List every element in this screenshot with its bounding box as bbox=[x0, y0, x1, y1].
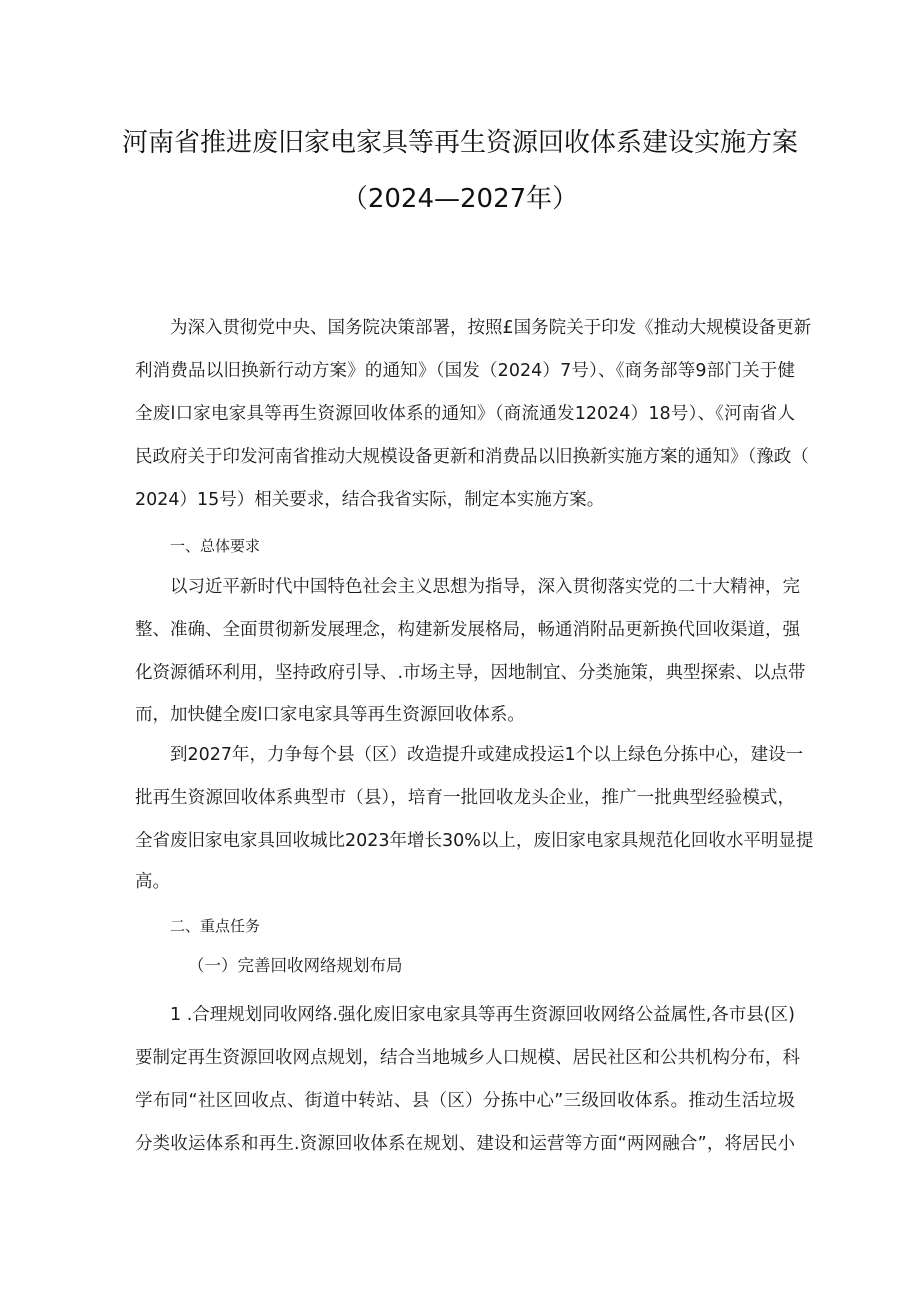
section1-para1-line-2: 整、准确、全面贯彻新发展理念，构建新发展格局，畅通消附品更新换代回收渠道，强 bbox=[135, 620, 800, 640]
section1-para2-line-1: 到2027年，力争每个县（区）改造提升或建成投运1个以上绿色分拣中心，建设一 bbox=[170, 745, 804, 765]
intro-line-3: 全废l口家电家具等再生资源回收体系的通知》（商流通发12024）18号）、《河南省人 bbox=[135, 404, 795, 424]
section1-para2-line-3: 全省废旧家电家具回收城比2023年增长30%以上，废旧家电家具规范化回收水平明显提 bbox=[135, 831, 814, 851]
section-heading-general-requirements: 一、总体要求 bbox=[170, 537, 261, 555]
section2-para1-line-3: 学布同“社区回收点、街道中转站、县（区）分拣中心”三级回收体系。推动生活垃圾 bbox=[135, 1091, 795, 1111]
intro-line-2: 利消费品以旧换新行动方案》的通知》（国发（2024）7号）、《商务部等9部门关于健 bbox=[135, 361, 795, 381]
section2-para1-line-1: 1 .合理规划同收网络.强化废旧家电家具等再生资源回收网络公益属性,各市县(区) bbox=[170, 1005, 795, 1025]
section-heading-key-tasks: 二、重点任务 bbox=[170, 917, 261, 935]
section2-para1-line-2: 要制定再生资源回收网点规划，结合当地城乡人口规模、居民社区和公共机构分布，科 bbox=[135, 1048, 800, 1068]
section2-para1-line-4: 分类收运体系和再生.资源回收体系在规划、建设和运营等方面“两网融合”，将居民小 bbox=[135, 1134, 795, 1154]
intro-line-4: 民政府关于印发河南省推动大规模设备更新和消费品以旧换新实施方案的通知》（豫政（ bbox=[135, 447, 809, 467]
intro-line-5: 2024）15号）相关要求，结合我省实际，制定本实施方案。 bbox=[135, 490, 605, 510]
document-subtitle-years: （2024—2027年） bbox=[341, 184, 579, 214]
section1-para1-line-4: 而，加快健全废l口家电家具等再生资源回收体系。 bbox=[135, 705, 525, 725]
subsection-heading-network-layout: （一）完善回收网络规划布局 bbox=[188, 956, 403, 975]
section1-para1-line-1: 以习近平新时代中国特色社会主义思想为指导，深入贯彻落实党的二十大精神，完 bbox=[170, 577, 800, 597]
document-title: 河南省推进废旧家电家具等再生资源回收体系建设实施方案 bbox=[121, 128, 798, 158]
section1-para1-line-3: 化资源循环利用，坚持政府引导、.市场主导，因地制宜、分类施策，典型探索、以点带 bbox=[135, 663, 806, 683]
section1-para2-line-4: 高。 bbox=[135, 872, 170, 892]
intro-line-1: 为深入贯彻党中央、国务院决策部署，按照£国务院关于印发《推动大规模设备更新 bbox=[170, 318, 812, 338]
section1-para2-line-2: 批再生资源回收体系典型市（县），培育一批回收龙头企业，推广一批典型经验模式， bbox=[135, 788, 795, 808]
